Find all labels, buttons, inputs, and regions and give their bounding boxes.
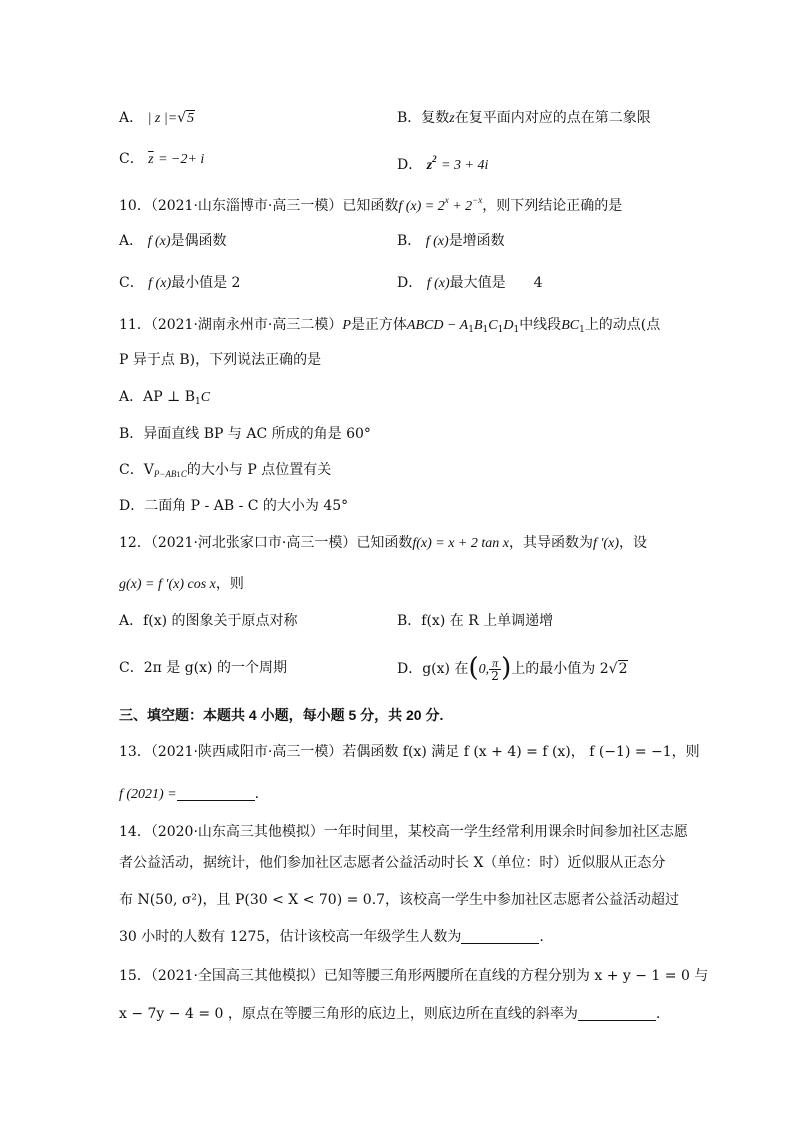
option-label: C． bbox=[119, 275, 144, 291]
q9-d-expr: = 3 + 4i bbox=[441, 158, 489, 173]
q11-c-sub: P−AB bbox=[153, 469, 177, 479]
q12-func: f(x) = x + 2 tan x bbox=[412, 536, 509, 551]
option-label: A． bbox=[119, 110, 144, 126]
pi-over-2-fraction bbox=[489, 657, 501, 682]
q11-stem-line2: P 异于点 B)，下列说法正确的是 bbox=[119, 352, 322, 368]
q12-d-root: 2 bbox=[618, 661, 628, 677]
q9-option-a: A． | z |=√5 bbox=[119, 110, 195, 126]
q12-d-post: 上的最小值为 2 bbox=[511, 661, 609, 677]
q11-c-pre: C．V bbox=[119, 462, 154, 478]
q10-stem bbox=[119, 190, 622, 217]
q12-g-func: g(x) = f ′(x) cos x bbox=[119, 577, 216, 592]
q10-stem-pre: 10．（2021·山东淄博市·高三一模）已知函数 bbox=[119, 198, 399, 214]
q11-a: A．AP ⊥ B bbox=[119, 389, 195, 405]
answer-blank[interactable] bbox=[578, 1006, 656, 1021]
q11-c-post: 的大小与 P 点位置有关 bbox=[186, 462, 332, 478]
q13-end: . bbox=[254, 786, 260, 802]
q15-line2 bbox=[119, 1004, 660, 1024]
q11-p: P bbox=[342, 318, 351, 333]
q11-a-tail: C bbox=[200, 390, 211, 405]
q11-cube: ABCD − A bbox=[406, 318, 469, 333]
q14-line4 bbox=[119, 927, 544, 947]
q12-option-a: A．f(x) 的图象关于原点对称 bbox=[119, 613, 298, 629]
q11-tail: 中线段 bbox=[519, 317, 562, 333]
frac-den: 2 bbox=[491, 668, 499, 683]
option-label: D． bbox=[397, 275, 423, 291]
q12-option-d: D．g(x) 在(0, $\frac{\pi}{2}$ )上的最小值为 2√2 bbox=[397, 653, 628, 683]
q10-stem-post: ，则下列结论正确的是 bbox=[482, 198, 623, 214]
q9-option-b bbox=[397, 108, 651, 129]
q10-fx: f (x) bbox=[425, 234, 449, 249]
q11-end: 上的动点(点 bbox=[584, 317, 661, 333]
q13-stem-line2 bbox=[119, 784, 259, 805]
q12-pre: 12．（2021·河北张家口市·高三一模）已知函数 bbox=[119, 535, 413, 551]
q10-mid: + 2 bbox=[448, 199, 473, 214]
option-label: A． bbox=[119, 233, 144, 249]
q9-option-c bbox=[119, 149, 204, 170]
q13-expr: f (2021) = bbox=[119, 787, 177, 802]
q10-d-text: 最大值是 4 bbox=[449, 275, 543, 291]
q14-line2: 者公益活动，据统计，他们参加社区志愿者公益活动时长 X（单位：时）近似服从正态分 bbox=[119, 855, 666, 871]
q11-option-d: D．二面角 P - AB - C 的大小为 45° bbox=[119, 498, 349, 514]
q12-stem-line2 bbox=[119, 574, 244, 595]
q10-c-text: 最小值是 2 bbox=[171, 275, 241, 291]
q14-line3: 布 N(50, σ²)，且 P(30 < X < 70) = 0.7，该校高一学生中参加社区志愿者公益活动超过 bbox=[119, 892, 680, 908]
q9-a-expr: | z |= bbox=[147, 111, 178, 126]
q10-func: f (x) = 2 bbox=[398, 199, 445, 214]
q10-fx: f (x) bbox=[148, 276, 172, 291]
q11-seg: BC bbox=[561, 318, 580, 333]
q14-line1: 14．（2020·山东高三其他模拟）一年时间里，某校高一学生经常利用课余时间参加社区志愿 bbox=[119, 824, 688, 840]
q11-option-b: B．异面直线 BP 与 AC 所成的角是 60° bbox=[119, 426, 371, 442]
q11-option-a: A．AP ⊥ $B_1C$ bbox=[119, 389, 211, 407]
option-label: D． bbox=[397, 157, 423, 173]
answer-blank[interactable] bbox=[461, 929, 539, 944]
q11-option-c: C．$V_{P-AB1C}$的大小与 P 点位置有关 bbox=[119, 462, 332, 479]
q10-a-text: 是偶函数 bbox=[170, 233, 227, 249]
q11-pre: 11．（2021·湖南永州市·高三二模） bbox=[119, 317, 343, 333]
q11-stem-line1: 11．（2021·湖南永州市·高三二模）P是正方体ABCD − $A_1B_1C_1D_1$中线段$BC_1$上的动点(点 bbox=[119, 317, 661, 335]
q12-end: ，设 bbox=[618, 535, 647, 551]
q14-end: . bbox=[539, 929, 544, 945]
option-label: C． bbox=[119, 151, 144, 167]
q10-b-text: 是增函数 bbox=[448, 233, 505, 249]
q12-mid: ，其导函数为 bbox=[508, 535, 593, 551]
q9-option-d: D． $z^2 = 3 + 4i$ bbox=[397, 154, 489, 173]
q12-g-end: ，则 bbox=[215, 576, 244, 592]
q15-line1: 15．（2021·全国高三其他模拟）已知等腰三角形两腰所在直线的方程分别为 x + y − 1 = 0 与 bbox=[119, 968, 709, 984]
option-label: B． bbox=[397, 110, 422, 126]
q10-exp2: −x bbox=[472, 195, 483, 205]
q10-option-d bbox=[397, 273, 543, 294]
q9-c-var: $\overline{z}$ bbox=[148, 152, 154, 167]
q11-mid: 是正方体 bbox=[350, 317, 407, 333]
section-heading: 三、填空题：本题共 4 小题，每小题 5 分，共 20 分. bbox=[119, 707, 444, 723]
q12-stem-line1 bbox=[119, 533, 647, 554]
q9-b-var: z bbox=[449, 111, 455, 126]
q9-b-post: 在复平面内对应的点在第二象限 bbox=[454, 110, 651, 126]
q10-option-b bbox=[397, 231, 505, 252]
q10-exp1: x bbox=[444, 195, 449, 205]
q15-line2-text: x − 7y − 4 = 0 ，原点在等腰三角形的底边上，则底边所在直线的斜率为 bbox=[119, 1006, 578, 1022]
q10-fx: f (x) bbox=[426, 276, 450, 291]
q10-option-a bbox=[119, 231, 227, 252]
q9-a-root: 5 bbox=[187, 111, 195, 126]
q15-end: . bbox=[655, 1006, 661, 1022]
q14-line4-text: 30 小时的人数有 1275，估计该校高一年级学生人数为 bbox=[119, 929, 462, 945]
frac-num: π bbox=[492, 655, 499, 670]
q9-b-pre: 复数 bbox=[421, 110, 450, 126]
q12-option-c: C．2π 是 g(x) 的一个周期 bbox=[119, 660, 287, 676]
q9-c-expr: = −2+ i bbox=[158, 152, 205, 167]
q10-fx: f (x) bbox=[147, 234, 171, 249]
option-label: B． bbox=[397, 233, 422, 249]
answer-blank[interactable] bbox=[177, 786, 255, 801]
q12-d-pre: D．g(x) 在 bbox=[397, 661, 469, 677]
q12-deriv: f ′(x) bbox=[592, 536, 619, 551]
q10-option-c bbox=[119, 273, 240, 294]
q13-stem-line1: 13．（2021·陕西咸阳市·高三一模）若偶函数 f(x) 满足 f (x + 4) = f (x)， f (−1) = −1，则 bbox=[119, 744, 700, 760]
q12-option-b: B．f(x) 在 R 上单调递增 bbox=[397, 613, 554, 629]
